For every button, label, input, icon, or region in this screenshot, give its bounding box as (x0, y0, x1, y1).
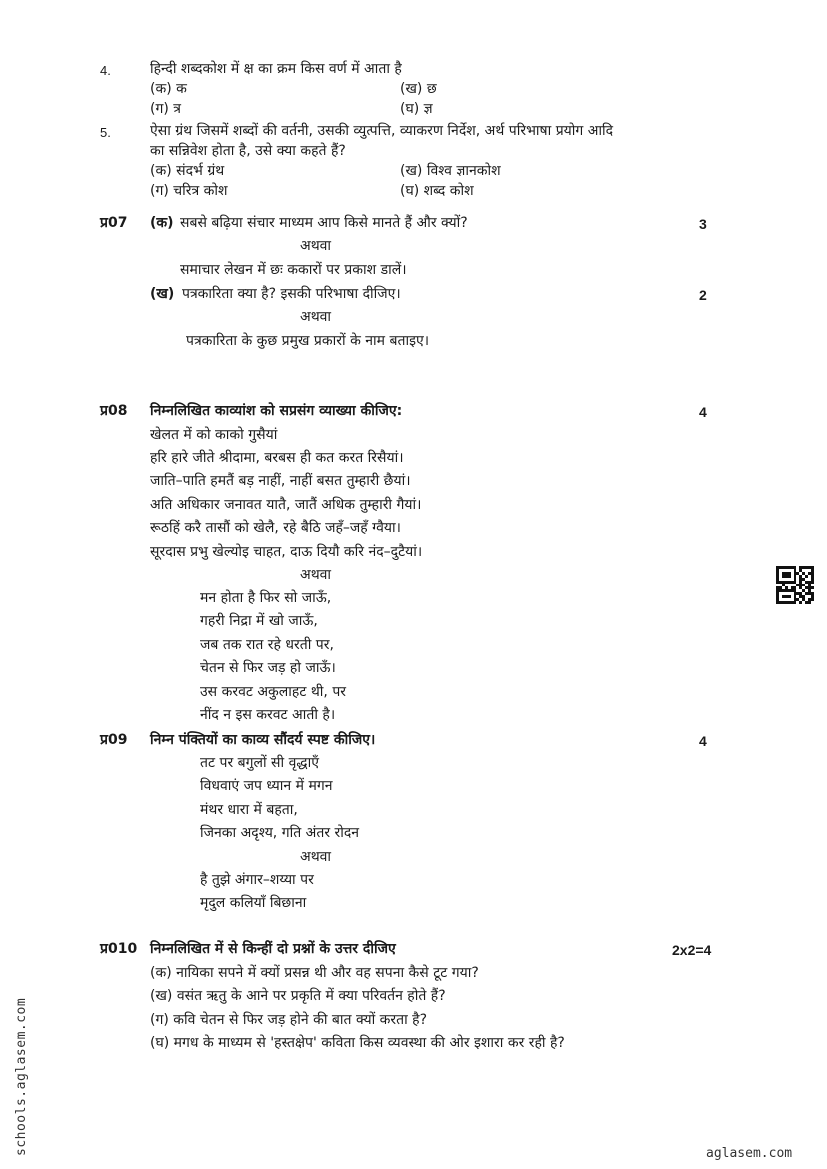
q8-poem2-line: जब तक रात रहे धरती पर, (200, 637, 334, 653)
q5-option-kha: (ख) विश्व ज्ञानकोश (400, 163, 501, 179)
q7-or-2: अथवा (300, 309, 332, 325)
q9-marks: 4 (699, 733, 707, 749)
q7-part-b-label: (ख) (150, 286, 175, 302)
q8-number: प्र08 (100, 403, 128, 419)
q5-option-ga: (ग) चरित्र कोश (150, 183, 228, 199)
q10-title: निम्नलिखित में से किन्हीं दो प्रश्नों के उत्तर दीजिए (150, 941, 396, 957)
q10-marks: 2x2=4 (672, 942, 712, 958)
q7-part-b-marks: 2 (699, 287, 707, 303)
q10-item-ka: (क) नायिका सपने में क्यों प्रसन्न थी और वह सपना कैसे टूट गया? (150, 965, 479, 981)
q9-poem2-line: मृदुल कलियाँ बिछाना (200, 895, 307, 911)
q8-title: निम्नलिखित काव्यांश को सप्रसंग व्याख्या कीजिए: (150, 403, 403, 419)
q9-or: अथवा (300, 849, 332, 865)
q8-poem1-line: हरि हारे जीते श्रीदामा, बरबस ही कत करत रिसैयां। (150, 450, 404, 466)
q9-poem1-line: जिनका अदृश्य, गति अंतर रोदन (200, 825, 360, 841)
q8-poem2-line: चेतन से फिर जड़ हो जाऊँ। (200, 660, 336, 676)
q7-part-a-marks: 3 (699, 216, 707, 232)
q8-poem2-line: गहरी निद्रा में खो जाऊँ, (200, 613, 318, 629)
q8-marks: 4 (699, 404, 707, 420)
q7-part-a-label: (क) (150, 215, 174, 231)
q7-part-a-alternative: समाचार लेखन में छः ककारों पर प्रकाश डालें। (180, 262, 407, 278)
q5-text-line1: ऐसा ग्रंथ जिसमें शब्दों की वर्तनी, उसकी व्युत्पत्ति, व्याकरण निर्देश, अर्थ परिभाषा प्रयोग आदि (150, 123, 614, 139)
q4-option-gha: (घ) ज्ञ (400, 101, 433, 117)
q9-number: प्र09 (100, 732, 128, 748)
q10-number: प्र010 (100, 941, 138, 957)
q9-poem2-line: है तुझे अंगार–शय्या पर (200, 872, 314, 888)
q8-poem1-line: रूठहिं करै तासौं को खेलै, रहे बैठि जहँ–जहँ ग्वैया। (150, 520, 401, 536)
q9-title: निम्न पंक्तियों का काव्य सौंदर्य स्पष्ट कीजिए। (150, 732, 376, 748)
q9-poem1-line: मंथर धारा में बहता, (200, 802, 298, 818)
q8-poem1-line: जाति–पाति हमतैं बड़ नाहीं, नाहीं बसत तुम्हारी छैयां। (150, 473, 411, 489)
q7-part-b-alternative: पत्रकारिता के कुछ प्रमुख प्रकारों के नाम बताइए। (186, 333, 430, 349)
q9-poem1-line: तट पर बगुलों सी वृद्धाएँ (200, 755, 319, 771)
q7-part-a-text: सबसे बढ़िया संचार माध्यम आप किसे मानते हैं और क्यों? (180, 215, 468, 231)
q8-poem2-line: मन होता है फिर सो जाऊँ, (200, 590, 332, 606)
q8-poem1-line: सूरदास प्रभु खेल्योइ चाहत, दाऊ दियौ करि नंद–दुटैयां। (150, 544, 423, 560)
q10-item-ga: (ग) कवि चेतन से फिर जड़ होने की बात क्यों करता है? (150, 1012, 428, 1028)
q5-text-line2: का सन्निवेश होता है, उसे क्या कहते हैं? (150, 143, 346, 159)
q9-poem1-line: विधवाएं जप ध्यान में मगन (200, 778, 333, 794)
q5-option-ka: (क) संदर्भ ग्रंथ (150, 163, 225, 179)
q8-poem2-line: नींद न इस करवट आती है। (200, 707, 336, 723)
q4-option-kha: (ख) छ (400, 81, 437, 97)
q8-or: अथवा (300, 567, 332, 583)
side-watermark-url: schools.aglasem.com (14, 997, 29, 1156)
q4-option-ga: (ग) त्र (150, 101, 181, 117)
q10-item-kha: (ख) वसंत ऋतु के आने पर प्रकृति में क्या परिवर्तन होते हैं? (150, 988, 446, 1004)
q8-poem2-line: उस करवट अकुलाहट थी, पर (200, 684, 347, 700)
q7-or-1: अथवा (300, 238, 332, 254)
q8-poem1-line: अति अधिकार जनावत यातै, जातैं अधिक तुम्हारी गैयां। (150, 497, 422, 513)
q4-number: 4. (100, 63, 111, 78)
q4-option-ka: (क) क (150, 81, 187, 97)
qr-code-icon (776, 566, 814, 604)
q5-number: 5. (100, 125, 111, 140)
q8-poem1-line: खेलत में को काको गुसैयां (150, 427, 278, 443)
q7-number: प्र07 (100, 215, 128, 231)
q5-option-gha: (घ) शब्द कोश (400, 183, 474, 199)
q4-text: हिन्दी शब्दकोश में क्ष का क्रम किस वर्ण में आता है (150, 61, 402, 77)
footer-watermark-url: aglasem.com (706, 1146, 793, 1161)
q10-item-gha: (घ) मगध के माध्यम से 'हस्तक्षेप' कविता किस व्यवस्था की ओर इशारा कर रही है? (150, 1035, 565, 1051)
q7-part-b-text: पत्रकारिता क्या है? इसकी परिभाषा दीजिए। (182, 286, 401, 302)
